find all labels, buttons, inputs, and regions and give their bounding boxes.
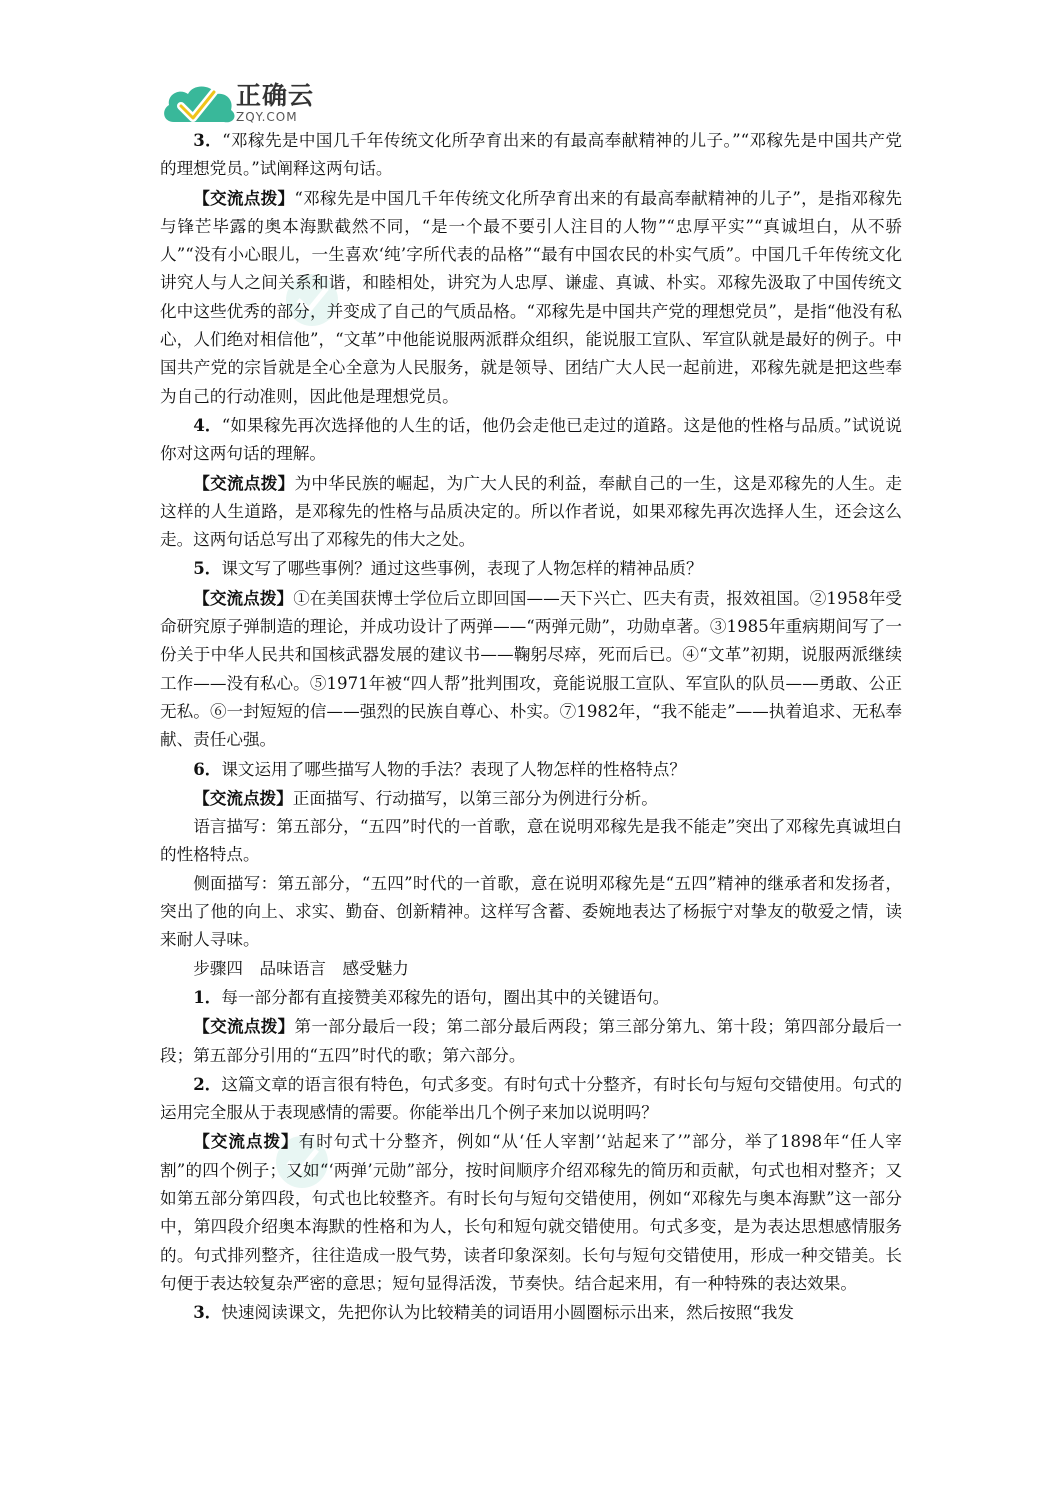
paragraph-text: 第一部分最后一段；第二部分最后两段；第三部分第九、第十段；第四部分最后一段；第五部分引用的“五四”时代的歌；第六部分。 <box>160 1017 903 1065</box>
answer-tag: 【交流点拨】 <box>193 187 295 208</box>
answer-paragraph <box>160 469 902 555</box>
paragraph-text: “邓稼先是中国几千年传统文化所孕育出来的有最高奉献精神的儿子”，是指邓稼先与锋芒毕露的奥本海默截然不同，“是一个最不要引人注目的人物”“忠厚平实”“真诚坦白，从不骄人”“没有小心眼儿，一生喜欢‘纯’字所代表的品格”“最有中国农民的朴实气质”。中国几千年传统文化讲究人与人之间关系和谐，和睦相处，讲究为人忠厚、谦虚、真诚、朴实。邓稼先汲取了中国传统文化中这些优秀的部分，并变成了自己的气质品格。“邓稼先是中国共产党的理想党员”，是指“他没有私心，人们绝对相信他”，“文革”中他能说服两派群众组织，能说服工宣队、军宣队就是最好的例子。中国共产党的宗旨就是全心全意为人民服务，就是领导、团结广大人民一起前进，邓稼先就是把这些奉为自己的行动准则，因此他是理想党员。 <box>160 188 903 406</box>
paragraph-text: “邓稼先是中国几千年传统文化所孕育出来的有最高奉献精神的儿子。”“邓稼先是中国共产党的理想党员。”试阐释这两句话。 <box>160 131 902 179</box>
document-body <box>160 126 902 1327</box>
paragraph-text: 有时句式十分整齐，例如“从‘任人宰割’‘站起来了’”部分，举了1898年“任人宰割”的四个例子；又如“‘两弹’元勋”部分，按时间顺序介绍邓稼先的简历和贡献，句式也相对整齐；又如第五部分第四段，句式也比较整齐。有时长句与短句交错使用，例如“邓稼先与奥本海默”这一部分中，第四段介绍奥本海默的性格和为人，长句和短句就交错使用。句式多变，是为表达思想感情服务的。句式排列整齐，往往造成一股气势，读者印象深刻。长句与短句交错使用，形成一种交错美。长句便于表达较复杂严密的意思；短句显得活泼，节奏快。结合起来用，有一种特殊的表达效果。 <box>160 1132 902 1293</box>
question-number: 3． <box>193 1302 222 1323</box>
paragraph-text: ①在美国获博士学位后立即回国——天下兴亡、匹夫有责，报效祖国。②1958年受命研究原子弹制造的理论，并成功设计了两弹——“两弹元勋”，功勋卓著。③1985年重病期间写了一份关于中华人民共和国核武器发展的建议书——鞠躬尽瘁，死而后已。④“文革”初期，说服两派继续工作——没有私心。⑤1971年被“四人帮”批判围攻，竟能说服工宣队、军宣队的队员——勇敢、公正无私。⑥一封短短的信——强烈的民族自尊心、朴实。⑦1982年，“我不能走”——执着追求、无私奉献、责任心强。 <box>160 588 902 750</box>
question-number: 2． <box>193 1073 222 1094</box>
paragraph-text: 步骤四 品味语言 感受魅力 <box>193 958 409 978</box>
body-paragraph <box>160 870 902 955</box>
question-paragraph <box>160 755 902 784</box>
question-number: 4． <box>193 414 222 435</box>
answer-paragraph <box>160 184 902 411</box>
section-heading <box>160 955 902 983</box>
answer-paragraph <box>160 584 902 755</box>
question-number: 6． <box>193 758 222 779</box>
logo-name: 正确云 <box>236 81 315 110</box>
answer-paragraph <box>160 1012 902 1070</box>
cloud-check-icon <box>160 80 238 128</box>
answer-tag: 【交流点拨】 <box>193 787 293 808</box>
paragraph-text: “如果稼先再次选择他的人生的话，他仍会走他已走过的道路。这是他的性格与品质。”试说说你对这两句话的理解。 <box>160 415 902 464</box>
question-number: 1． <box>193 986 222 1007</box>
paragraph-text: 课文运用了哪些描写人物的手法？表现了人物怎样的性格特点？ <box>221 759 686 779</box>
paragraph-text: 正面描写、行动描写，以第三部分为例进行分析。 <box>292 788 658 808</box>
question-paragraph <box>160 983 902 1012</box>
answer-tag: 【交流点拨】 <box>193 1131 299 1152</box>
paragraph-text: 为中华民族的崛起，为广大人民的利益，奉献自己的一生，这是邓稼先的人生。走这样的人生道路，是邓稼先的性格与品质决定的。所以作者说，如果邓稼先再次选择人生，还会这么走。这两句话总写出了邓稼先的伟大之处。 <box>160 473 903 550</box>
question-paragraph <box>160 126 902 184</box>
paragraph-text: 这篇文章的语言很有特色，句式多变。有时句式十分整齐，有时长句与短句交错使用。句式的运用完全服从于表现感情的需要。你能举出几个例子来加以说明吗？ <box>160 1074 902 1123</box>
question-paragraph <box>160 411 902 469</box>
paragraph-text: 每一部分都有直接赞美邓稼先的语句，圈出其中的关键语句。 <box>221 987 670 1007</box>
question-paragraph <box>160 554 902 583</box>
answer-tag: 【交流点拨】 <box>193 1016 295 1037</box>
paragraph-text: 语言描写：第五部分，“五四”时代的一首歌，意在说明邓稼先是我不能走”突出了邓稼先真诚坦白的性格特点。 <box>160 817 902 865</box>
question-number: 3． <box>193 130 223 150</box>
body-paragraph <box>160 813 902 870</box>
paragraph-text: 课文写了哪些事例？通过这些事例，表现了人物怎样的精神品质？ <box>221 559 703 579</box>
question-number: 5． <box>193 558 222 579</box>
logo-domain: ZQY.COM <box>236 110 298 124</box>
question-paragraph <box>160 1298 902 1327</box>
answer-paragraph <box>160 784 902 813</box>
answer-tag: 【交流点拨】 <box>193 472 295 493</box>
paragraph-text: 侧面描写：第五部分，“五四”时代的一首歌，意在说明邓稼先是“五四”精神的继承者和发扬者，突出了他的向上、求实、勤奋、创新精神。这样写含蓄、委婉地表达了杨振宁对挚友的敬爱之情，读来耐人寻味。 <box>160 873 902 950</box>
question-paragraph <box>160 1070 902 1128</box>
logo-text <box>236 82 314 124</box>
answer-paragraph <box>160 1127 902 1298</box>
answer-tag: 【交流点拨】 <box>193 587 294 608</box>
paragraph-text: 快速阅读课文，先把你认为比较精美的词语用小圆圈标示出来，然后按照“我发 <box>221 1303 794 1323</box>
